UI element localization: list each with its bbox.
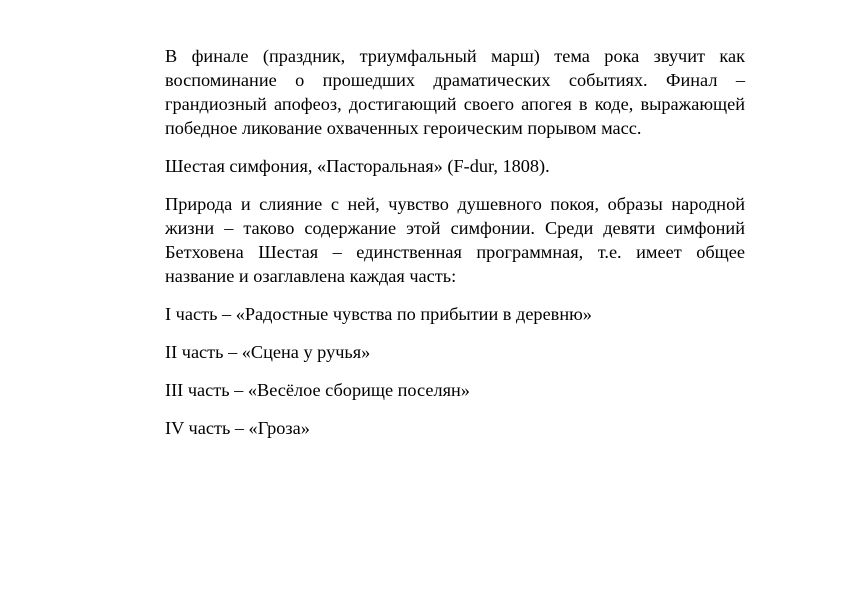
paragraph-sixth-symphony-description: Природа и слияние с ней, чувство душевного покоя, образы народной жизни – таково содержание этой симфонии. Среди девяти симфоний Бетховена Шестая – единственная программная, т.е. имеет общее название и озаглавлена каждая часть: <box>165 194 745 286</box>
list-item-part-4: IV часть – «Гроза» <box>165 418 310 438</box>
list-item-part-1: I часть – «Радостные чувства по прибытии в деревню» <box>165 304 592 324</box>
list-item-part-2: II часть – «Сцена у ручья» <box>165 342 371 362</box>
paragraph-sixth-symphony-heading: Шестая симфония, «Пасторальная» (F-dur, 1808). <box>165 156 550 176</box>
document-body <box>165 44 745 454</box>
paragraph-finale: В финале (праздник, триумфальный марш) тема рока звучит как воспоминание о прошедших драматических событиях. Финал – грандиозный апофеоз, достигающий своего апогея в коде, выражающей победное ликование охваченных героическим порывом масс. <box>165 46 745 138</box>
list-item-part-3: III часть – «Весёлое сборище поселян» <box>165 380 470 400</box>
